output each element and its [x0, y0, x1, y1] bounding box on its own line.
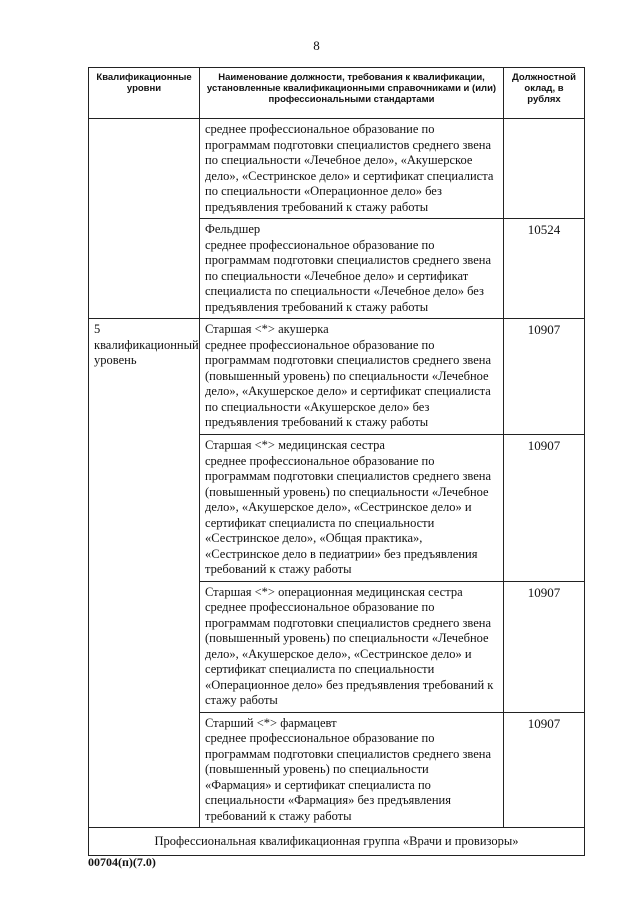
position-cell [200, 219, 504, 319]
salary-cell [504, 119, 585, 219]
position-cell [200, 435, 504, 582]
job-title: Старшая <*> акушерка [205, 322, 329, 336]
salary-cell: 10907 [504, 712, 585, 828]
requirements-text: среднее профессиональное образование по программам подготовки специалистов среднего звена по специальности «Лечебное дело», «Акушерское дело», «Сестринское дело» и сертификат специалиста по специальности «Операционное дело» без предъявления требований к стажу работы [205, 122, 494, 214]
document-code: 00704(п)(7.0) [88, 855, 156, 869]
job-title: Старший <*> фармацевт [205, 715, 337, 730]
salary-cell: 10907 [504, 319, 585, 435]
requirements-text: среднее профессиональное образование по программам подготовки специалистов среднего звена по специальности «Лечебное дело» и сертификат специалиста по специальности «Лечебное дело» без предъявления требований к стажу работы [205, 237, 492, 314]
position-cell [200, 712, 504, 828]
level-cell [89, 119, 200, 319]
salary-cell: 10907 [504, 581, 585, 712]
group-footer-row [89, 828, 585, 856]
header-level: Квалификационные уровни [89, 68, 200, 119]
position-cell [200, 581, 504, 712]
header-position: Наименование должности, требования к квалификации, установленные квалификационными справочниками и (или) профессиональными стандартами [200, 68, 504, 119]
header-salary: Должностной оклад, в рублях [504, 68, 585, 119]
qualification-table [88, 67, 585, 856]
table-header-row [89, 68, 585, 119]
position-cell [200, 119, 504, 219]
job-title: Фельдшер [205, 222, 261, 236]
salary-cell: 10907 [504, 435, 585, 582]
salary-cell: 10524 [504, 219, 585, 319]
page-number: 8 [313, 38, 320, 53]
position-cell [200, 319, 504, 435]
group-footer: Профессиональная квалификационная группа «Врачи и провизоры» [89, 828, 585, 856]
table-row [89, 119, 585, 219]
requirements-text: среднее профессиональное образование по программам подготовки специалистов среднего звена (повышенный уровень) по специальности «Фармация» и сертификат специалиста по специальности «Фармация» без предъявления требований к стажу работы [205, 731, 492, 823]
requirements-text: среднее профессиональное образование по программам подготовки специалистов среднего звена (повышенный уровень) по специальности «Лечебное дело», «Акушерское дело» и сертификат специалиста по специальности «Акушерское дело» без предъявления требований к стажу работы [205, 337, 492, 429]
job-title: Старшая <*> операционная медицинская сестра [205, 584, 463, 599]
level-cell: 5 квалификационный уровень [89, 319, 200, 828]
table-row [89, 319, 585, 435]
requirements-text: среднее профессиональное образование по программам подготовки специалистов среднего звена (повышенный уровень) по специальности «Лечебное дело», «Акушерское дело», «Сестринское дело» и сертификат специалиста по специальности «Операционное дело» без предъявления требований к стажу работы [205, 600, 494, 707]
job-title: Старшая <*> медицинская сестра [205, 438, 385, 452]
requirements-text: среднее профессиональное образование по программам подготовки специалистов среднего звена (повышенный уровень) по специальности «Лечебное дело», «Акушерское дело», «Сестринское дело» и сертификат специалиста по специальности «Сестринское дело», «Общая практика», «Сестринское дело в педиатрии» без предъявления требований к стажу работы [205, 453, 492, 576]
